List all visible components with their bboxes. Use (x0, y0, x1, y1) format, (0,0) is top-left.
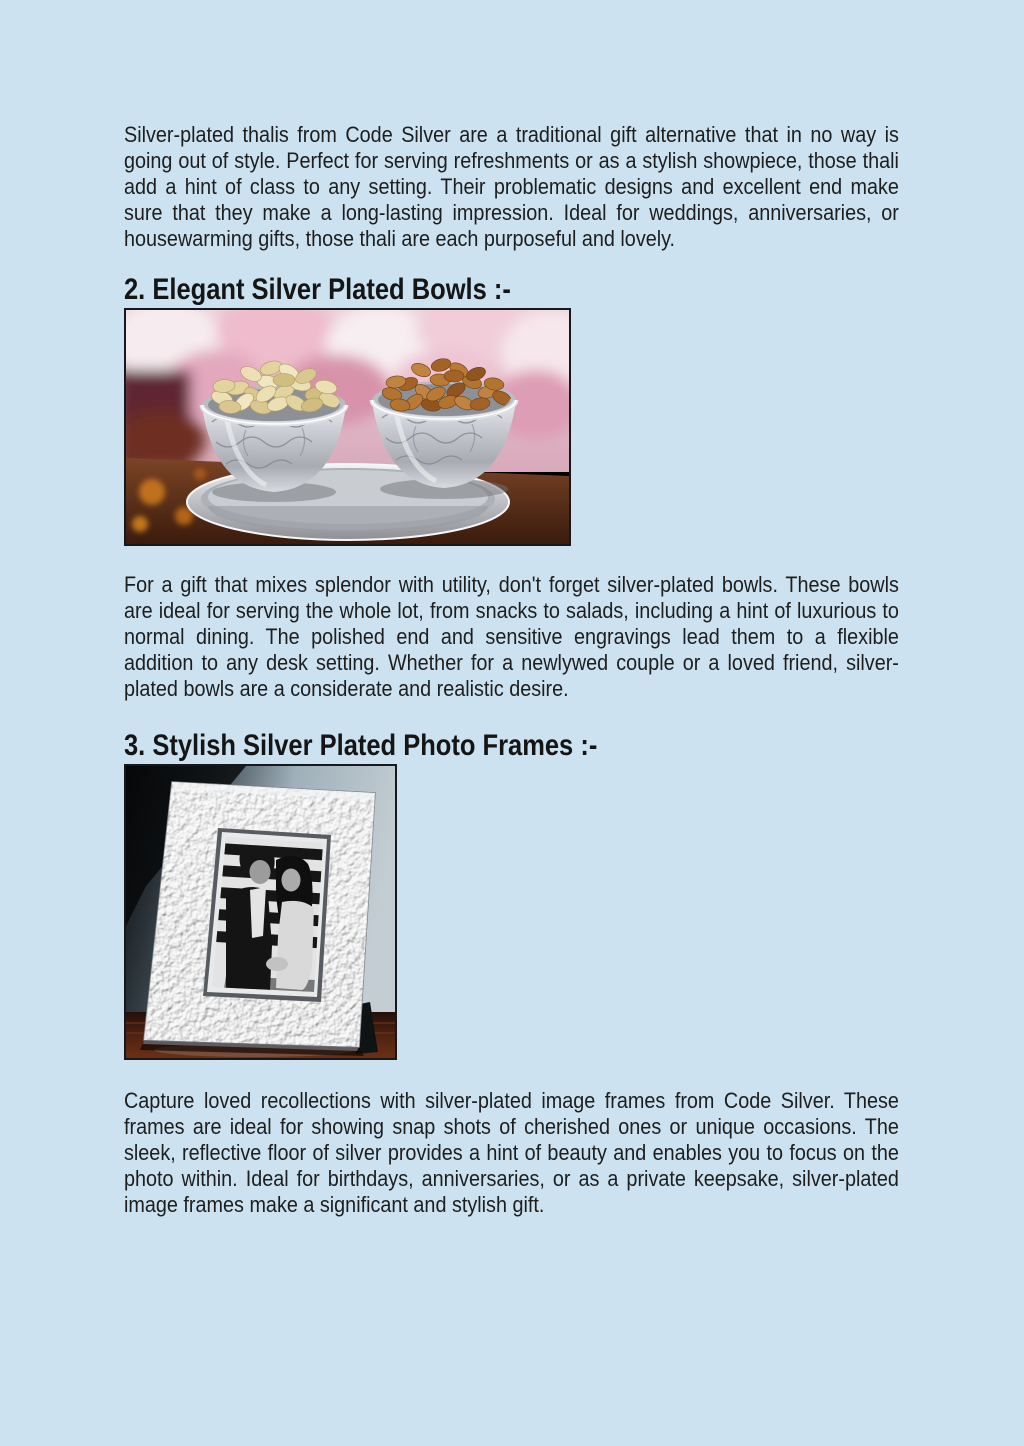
couple-photo (200, 820, 341, 1002)
photo-frame-photo (124, 764, 397, 1060)
bowls-photo (124, 308, 571, 546)
photo-frame-graphic (126, 766, 395, 1058)
intro-paragraph: Silver-plated thalis from Code Silver are a traditional gift alternative that in no way is going out of style. Perfect for serving refreshments or as a stylish showpiece, those thali add a hint of class to any setting. Their problematic designs and excellent end make sure that they make a long-lasting impression. Ideal for weddings, anniversaries, or housewarming gifts, those thali are each purposeful and lovely. (124, 122, 899, 251)
bowls-paragraph: For a gift that mixes splendor with utility, don't forget silver-plated bowls. These bowls are ideal for serving the whole lot, from snacks to salads, including a hint of luxurious to normal dining. The polished end and sensitive engravings lead them to a flexible addition to any desk setting. Whether for a newlywed couple or a loved friend, silver-plated bowls are a considerate and realistic desire. (124, 572, 899, 701)
bowls-photo-graphic (126, 310, 569, 544)
section-frames-heading: 3. Stylish Silver Plated Photo Frames :- (124, 729, 598, 762)
section-bowls-heading: 2. Elegant Silver Plated Bowls :- (124, 273, 511, 306)
frames-paragraph: Capture loved recollections with silver-plated image frames from Code Silver. These frames are ideal for showing snap shots of cherished ones or unique occasions. The sleek, reflective floor of silver provides a hint of beauty and enables you to focus on the photo within. Ideal for birthdays, anniversaries, or as a private keepsake, silver-plated image frames make a significant and stylish gift. (124, 1088, 899, 1217)
